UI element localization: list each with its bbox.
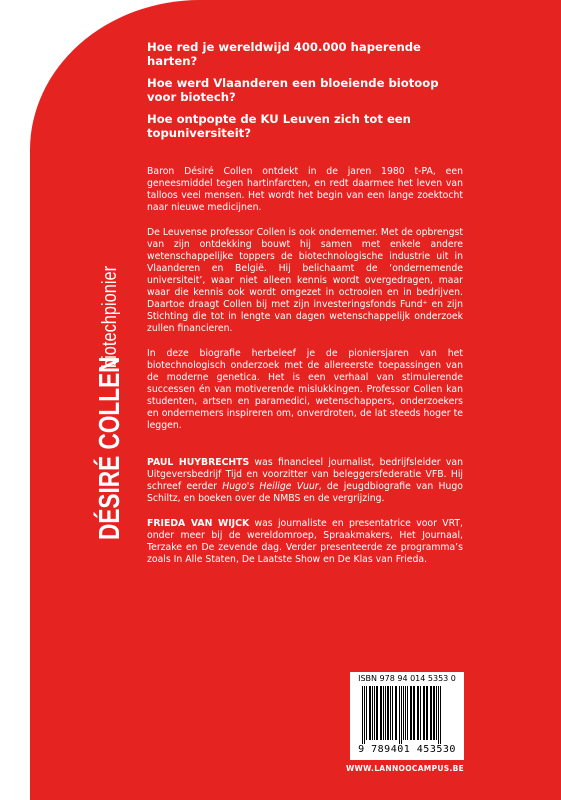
barcode-bar bbox=[417, 686, 419, 740]
spine-author-name: DÉSIRÉ COLLEN bbox=[93, 356, 126, 540]
barcode-bar bbox=[390, 686, 391, 740]
author-name-1: PAUL HUYBRECHTS bbox=[147, 457, 250, 468]
barcode-bar bbox=[380, 686, 382, 740]
barcode-bar bbox=[405, 686, 406, 740]
barcode-bar bbox=[438, 686, 439, 744]
barcode-bar bbox=[374, 686, 375, 740]
paragraph-intro: Baron Désiré Collen ontdekt in de jaren 1980 t-PA, een geneesmiddel tegen hartinfarcten, en redt daarmee het leven van talloos veel mensen. Het wordt het begin van een lange zoektocht naar nieuwe medicijnen. bbox=[147, 166, 463, 213]
author-bio-2: FRIEDA VAN WIJCK was journaliste en presentatrice voor VRT, onder meer bij de wereldomroep, Spraakmakers, Het Journaal, Terzake en De zevende dag. Verder presenteerde ze programma’s zoals In Alle Staten, De Laatste Show en De Klas van Frieda. bbox=[147, 518, 463, 565]
barcode-bar bbox=[385, 686, 386, 740]
spine-title bbox=[95, 190, 125, 540]
barcode-bar bbox=[430, 686, 432, 740]
barcode-bar bbox=[399, 686, 400, 744]
publisher-url: WWW.LANNOOCAMPUS.BE bbox=[345, 764, 465, 773]
barcode-bar bbox=[366, 686, 367, 740]
questions bbox=[147, 40, 463, 140]
barcode-bar bbox=[426, 686, 428, 740]
isbn-text: ISBN 978 94 014 5353 0 bbox=[358, 674, 456, 683]
barcode-bar bbox=[433, 686, 435, 740]
barcode-bar bbox=[369, 686, 371, 740]
barcode-bar bbox=[372, 686, 373, 740]
barcode-bar bbox=[392, 686, 393, 740]
barcode bbox=[350, 672, 464, 760]
question-1: Hoe red je wereldwijd 400.000 haperende harten? bbox=[147, 40, 421, 68]
barcode-bar bbox=[436, 686, 437, 740]
barcode-bar bbox=[362, 686, 363, 744]
barcode-bar bbox=[423, 686, 425, 740]
author-bio-1: PAUL HUYBRECHTS was financieel journalist, bedrijfsleider van Uitgeversbedrijf Tijd en voorzitter van beleggersfederatie VFB. Hij schreef eerder Hugo's Heilige Vuur, de jeugdbiografie van Hugo Schiltz, en boeken over de NMBS en de vergrijzing. bbox=[147, 457, 463, 504]
question-3: Hoe ontpopte de KU Leuven zich tot een topuniversiteit? bbox=[147, 112, 411, 140]
author-name-2: FRIEDA VAN WIJCK bbox=[147, 518, 250, 529]
paragraph-biography: In deze biografie herbeleef je de pioniersjaren van het biotechnologisch onderzoek met de allereerste toepassingen van de moderne genetica. Het is een verhaal van stimulerende successen én van motiverende mislukkingen. Professor Collen kan studenten, artsen en paramedici, wetenschappers, onderzoekers en ondernemers inspireren om, onverdroten, de lat steeds hoger te leggen. bbox=[147, 348, 463, 431]
barcode-bar bbox=[410, 686, 412, 740]
barcode-bar bbox=[376, 686, 378, 740]
barcode-bar bbox=[420, 686, 421, 740]
barcode-bar bbox=[413, 686, 415, 740]
barcode-bars bbox=[360, 686, 454, 744]
paragraph-entrepreneur: De Leuvense professor Collen is ook ondernemer. Met de opbrengst van zijn ontdekking bouwt hij samen met enkele andere wetenschappelijke toppers de biotechnologische industrie uit in Vlaanderen en België. Hij belichaamt de ‘ondernemende universiteit’, waar niet alleen kennis wordt overgedragen, maar waar die kennis ook wordt omgezet in octrooien en in bedrijven. Daartoe draagt Collen bij met zijn investeringsfonds Fund⁺ en zijn Stichting die tot in lengte van dagen wetenschappelijk onderzoek zullen financieren. bbox=[147, 227, 463, 334]
barcode-bar bbox=[395, 686, 397, 740]
barcode-bar bbox=[364, 686, 365, 744]
barcode-bar bbox=[407, 686, 408, 740]
barcode-bar bbox=[383, 686, 384, 740]
book-title-italic: Hugo's Heilige Vuur bbox=[222, 481, 319, 492]
ean-digits: 9 789401 453530 bbox=[358, 744, 456, 755]
barcode-bar bbox=[440, 686, 441, 744]
barcode-bar bbox=[403, 686, 404, 740]
question-2: Hoe werd Vlaanderen een bloeiende biotoop voor biotech? bbox=[147, 76, 439, 104]
blurb bbox=[147, 40, 463, 566]
barcode-bar bbox=[387, 686, 389, 740]
spine-subtitle: biotechpionier bbox=[98, 265, 121, 368]
barcode-bar bbox=[401, 686, 402, 744]
